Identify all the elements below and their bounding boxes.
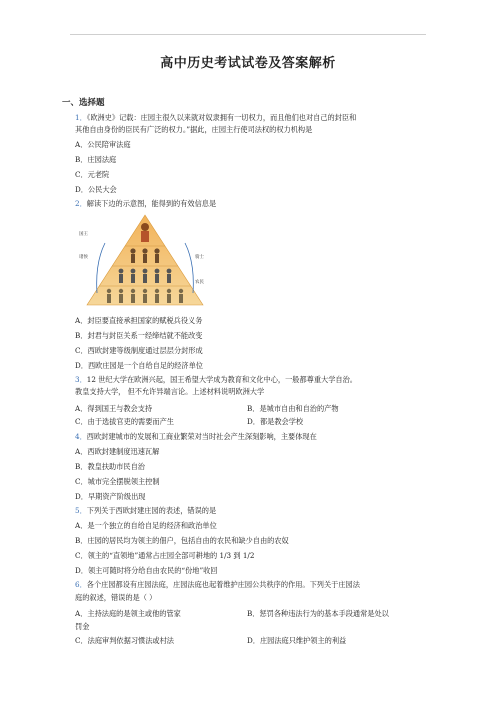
- q1-number: 1．: [75, 113, 87, 122]
- q4-stem: [75, 432, 317, 442]
- king-figure: [141, 223, 149, 242]
- lord-figures: [130, 248, 159, 263]
- q3-option-c: C．由于选拔官吏的需要而产生: [75, 417, 174, 426]
- q1-option-a: A．公民陪审法庭: [75, 140, 131, 149]
- q5-number: 5．: [75, 506, 87, 515]
- header-rule: [70, 34, 426, 35]
- q6-option-d: D．庄园法庭只维护领主的利益: [247, 636, 347, 645]
- q4-option-a: A．西欧封建制度迅速瓦解: [75, 447, 160, 456]
- q3-option-b: B．是城市自由和自治的产物: [247, 404, 339, 413]
- page-title: 高中历史考试试卷及答案解析: [160, 56, 336, 71]
- q3-number: 3．: [75, 375, 87, 384]
- q2-stem: [75, 199, 216, 209]
- q3-stem-line1: [75, 375, 357, 385]
- feudal-hierarchy-figure: [75, 213, 215, 309]
- q5-option-a: A．是一个独立的自给自足的经济和政治单位: [75, 521, 217, 530]
- q1-option-b: B．庄园法庭: [75, 155, 117, 164]
- q5-option-c: C．领主的“直领地”通常占庄园全部可耕地的 1/3 到 1/2: [75, 551, 255, 560]
- q4-number: 4．: [75, 432, 87, 441]
- q4-option-d: D．早期资产阶级出现: [75, 492, 146, 501]
- q4-stem-text: 西欧封建城市的发展和工商业繁荣对当时社会产生深刻影响，主要体现在: [86, 432, 317, 441]
- q2-number: 2．: [75, 199, 87, 208]
- q3-option-d: D．都是教会学校: [247, 417, 304, 426]
- q5-option-d: D．领主可随时将分给自由农民的“份地”收回: [75, 566, 218, 575]
- q1-stem-line1: [75, 113, 356, 123]
- q6-stem-line1: [75, 580, 360, 590]
- q3-option-a: A．得到国王与教会支持: [75, 404, 153, 413]
- fig-label-lord: 诸侯: [79, 255, 88, 260]
- q4-option-b: B．教皇扶助市民自治: [75, 462, 145, 471]
- q2-option-a: A．封臣要直接承担国家的赋税兵役义务: [75, 316, 203, 325]
- fig-label-knight: 骑士: [195, 255, 204, 260]
- q5-stem: [75, 506, 216, 516]
- q2-option-b: B．封君与封臣关系一经缔结就不能改变: [75, 331, 203, 340]
- q1-option-d: D．公民大会: [75, 185, 117, 194]
- section-heading: 一、选择题: [62, 98, 105, 108]
- q6-option-b: B．惩罚各种违法行为的基本手段通常是处以: [247, 609, 389, 618]
- q4-option-c: C．城市完全摆脱领主控制: [75, 477, 160, 486]
- q5-stem-text: 下列关于西欧封建庄园的表述，错误的是: [86, 506, 217, 515]
- fig-label-king: 国王: [79, 232, 88, 237]
- q2-option-d: D．西欧庄园是一个自给自足的经济单位: [75, 361, 203, 370]
- q6-number: 6．: [75, 580, 87, 589]
- q3-stem-text1: 12 世纪大学在欧洲兴起，国王希望大学成为教育和文化中心，一般都尊重大学自治。: [86, 375, 357, 384]
- q6-stem-text1: 各个庄园都设有庄园法庭，庄园法庭也起着维护庄园公共秩序的作用。下列关于庄园法: [86, 580, 360, 589]
- q2-option-c: C．西欧封建等级制度通过层层分封形成: [75, 346, 203, 355]
- q6-option-a: A．主持法庭的是领主或他的管家: [75, 609, 181, 618]
- q6-stem-line2: 庭的叙述，错误的是（ ）: [75, 593, 157, 602]
- q6-option-b-cont: 罚金: [75, 622, 90, 631]
- q3-stem-line2: 教皇支持大学， 但不允许异端言论。上述材料说明欧洲大学: [75, 387, 265, 396]
- q6-option-c: C．法庭审判依据习惯法或村法: [75, 636, 174, 645]
- fig-label-peasant: 农民: [195, 280, 204, 285]
- q1-stem-text1: 《欧洲史》记载：庄园主很久以来就对奴隶拥有一切权力，而且他们也对自己的封臣和: [86, 113, 357, 122]
- q1-stem-line2: 其他自由身份的臣民有广泛的权力。”据此，庄园主行使司法权的权力机构是: [75, 125, 313, 134]
- q5-option-b: B．庄园的居民均为领主的佃户，包括自由的农民和缺少自由的农奴: [75, 536, 289, 545]
- q1-option-c: C．元老院: [75, 170, 110, 179]
- q2-stem-text: 解读下边的示意图，能得到的有效信息是: [86, 199, 217, 208]
